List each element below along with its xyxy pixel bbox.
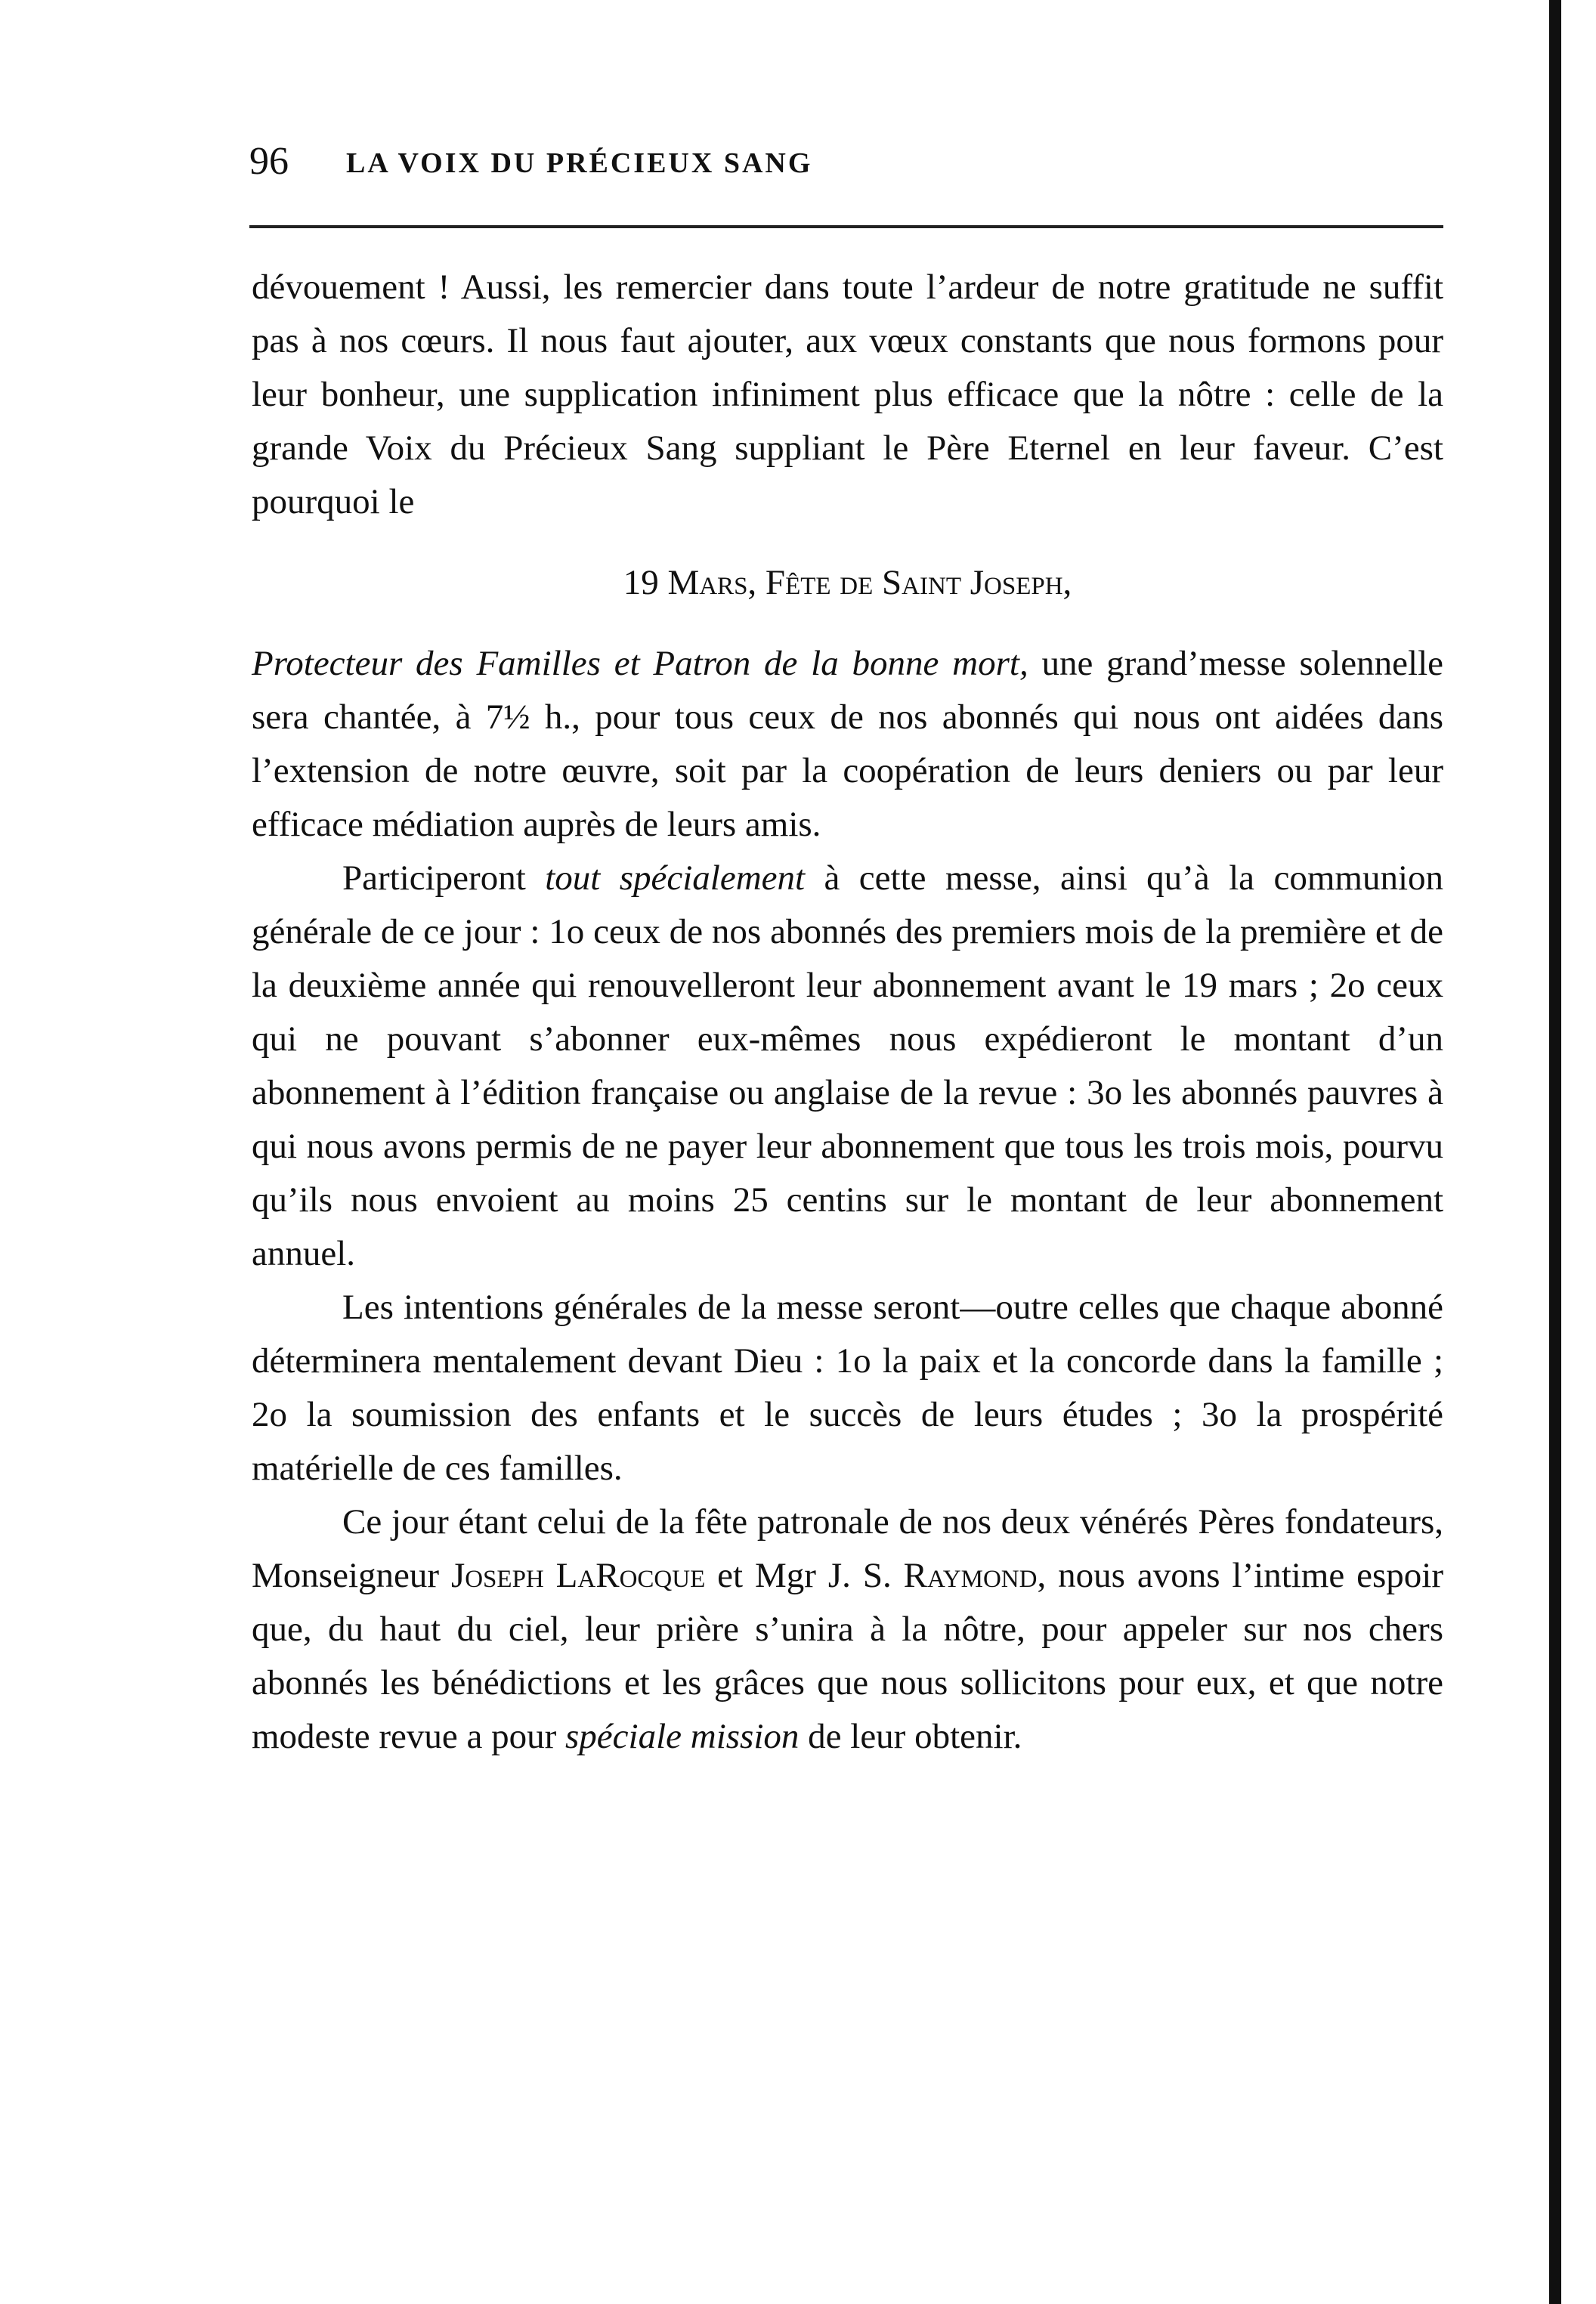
page-edge-rule	[1549, 0, 1561, 2304]
paragraph-participants	[252, 852, 1443, 1281]
closing-part-4: de leur obtenir.	[799, 1717, 1022, 1756]
page-number: 96	[249, 140, 289, 183]
founder-name-1: Joseph LaRocque	[450, 1556, 706, 1595]
closing-part-3: , nous avons l’intime espoir que, du haut du ciel, leur prière s’unira à la nôtre, pour appeler sur nos chers abonnés les bénédictions et les grâces que nous sollicitons pour eux, et que notre modeste revue a pour	[252, 1556, 1444, 1756]
feast-titles: Protecteur des Familles et Patron de la bonne mort,	[252, 644, 1028, 683]
paragraph-feast	[252, 637, 1443, 852]
special-emphasis: tout spécialement	[545, 858, 806, 898]
feast-heading: 19 Mars, Fête de Saint Joseph,	[623, 563, 1072, 602]
closing-part-2: et Mgr J. S.	[705, 1556, 904, 1595]
closing-emphasis: spéciale mission	[565, 1717, 800, 1756]
closing-part-1: Ce jour étant celui de la fête patronale de nos deux vénérés Pères fondateurs, Monseigneur	[252, 1502, 1443, 1595]
founder-name-2: Raymond	[903, 1556, 1038, 1595]
special-lead: Participeront	[342, 858, 546, 898]
paragraph-closing	[252, 1495, 1443, 1764]
special-rest: à cette messe, ainsi qu’à la communion générale de ce jour : 1o ceux de nos abonnés des premiers mois de la première et de la deuxième année qui renouvelleront leur abonnement avant le 19 mars ; 2o ceux qui ne pouvant s’abonner eux-mêmes nous expédieront le montant d’un abonnement à l’édition française ou anglaise de la revue : 3o les abonnés pauvres à qui nous avons permis de ne payer leur abonnement que tous les trois mois, pourvu qu’ils nous envoient au moins 25 centins sur le montant de leur abonnement annuel.	[252, 858, 1443, 1273]
page-header	[249, 136, 1443, 196]
header-rule	[249, 225, 1443, 228]
running-title: LA VOIX DU PRÉCIEUX SANG	[346, 147, 813, 179]
document-body	[252, 261, 1443, 1764]
feast-text: une grand’messe solennelle sera chantée, à 7½ h., pour tous ceux de nos abonnés qui nous ont aidées dans l’extension de notre œuvre, soit par la coopération de leurs deniers ou par leur efficace médiation auprès de leurs amis.	[252, 644, 1443, 844]
paragraph-intro: dévouement ! Aussi, les remercier dans toute l’ardeur de notre gratitude ne suffit pas à nos cœurs. Il nous faut ajouter, aux vœux constants que nous formons pour leur bonheur, une supplication infiniment plus efficace que la nôtre : celle de la grande Voix du Précieux Sang suppliant le Père Eternel en leur faveur. C’est pourquoi le	[252, 268, 1443, 521]
paragraph-intentions: Les intentions générales de la messe seront—outre celles que chaque abonné déterminera mentalement devant Dieu : 1o la paix et la concorde dans la famille ; 2o la soumission des enfants et le succès de leurs études ; 3o la prospérité matérielle de ces familles.	[252, 1288, 1443, 1488]
